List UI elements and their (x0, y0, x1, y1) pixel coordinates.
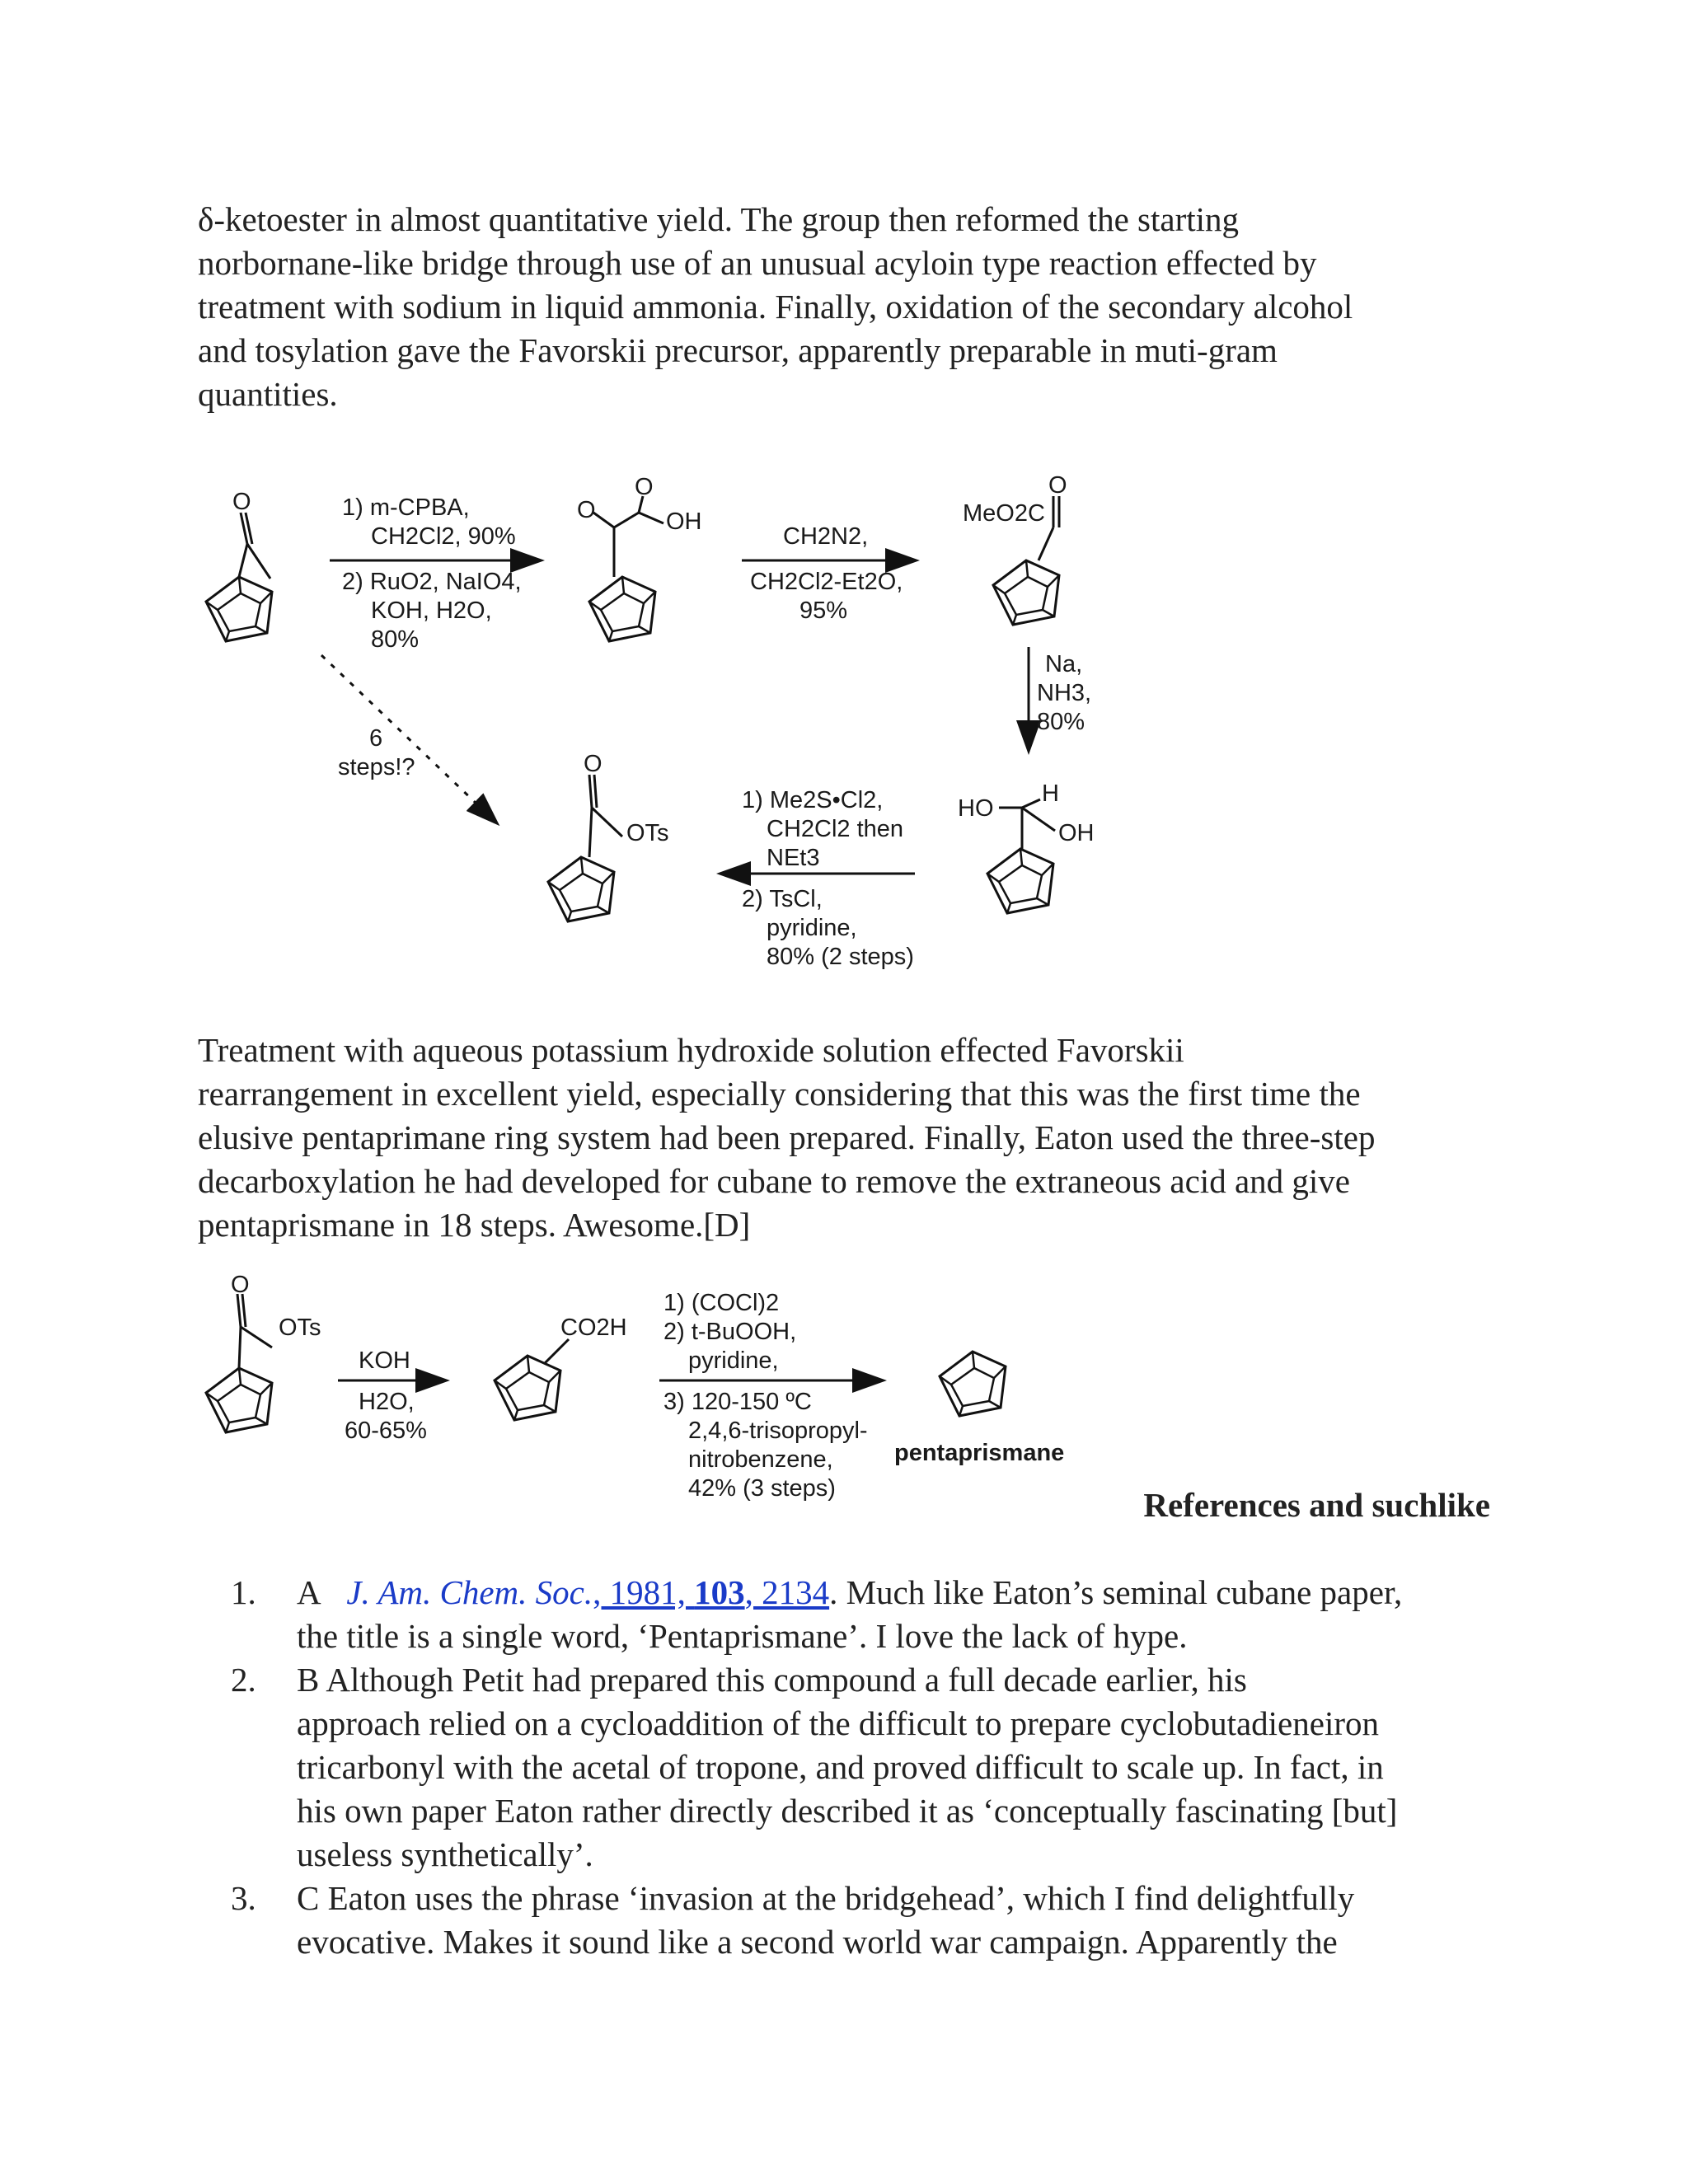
oxygen-label: O (232, 489, 251, 515)
reagent-label: 2) RuO2, NaIO4, (342, 569, 522, 595)
molecule-pentaprismane (894, 1352, 1064, 1466)
text-line: elusive pentaprimane ring system had been prepared. Finally, Eaton used the three-step (198, 1118, 1376, 1156)
reagent-label: KOH, H2O, (371, 598, 492, 624)
oxygen-label: O (635, 474, 654, 500)
text-line: his own paper Eaton rather directly described it as ‘conceptually fascinating [but] (297, 1792, 1398, 1830)
reference-item (231, 1571, 1500, 1658)
molecule-ketone-cage (206, 489, 272, 641)
reference-item (231, 1658, 1500, 1877)
hydroxyl-label: OH (666, 509, 702, 535)
text-line: evocative. Makes it sound like a second world war campaign. Apparently the (297, 1923, 1338, 1961)
reagent-label: CH2Cl2-Et2O, (750, 569, 903, 595)
paragraph-2 (198, 1029, 1484, 1247)
shortcut-label: 6 (369, 725, 383, 752)
molecule-keto-acid-cage (577, 474, 702, 641)
reagent-label: nitrobenzene, (688, 1446, 833, 1473)
text-line: and tosylation gave the Favorskii precursor, apparently preparable in muti-gram (198, 331, 1278, 369)
reagent-label: CH2Cl2 then (767, 816, 904, 842)
text-line: norbornane-like bridge through use of an unusual acyloin type reaction effected by (198, 244, 1317, 282)
list-number: 1. (231, 1573, 256, 1611)
molecule-keto-ester-cage (963, 472, 1067, 625)
text-line: the title is a single word, ‘Pentaprismane’. I love the lack of hype. (297, 1617, 1188, 1655)
oxygen-label: O (231, 1272, 250, 1298)
text-line: treatment with sodium in liquid ammonia. Finally, oxidation of the secondary alcohol (198, 288, 1353, 326)
reagent-label: 2) TsCl, (742, 886, 823, 912)
reagent-label: 42% (3 steps) (688, 1475, 836, 1502)
reagent-label: 3) 120-150 ºC (663, 1389, 812, 1415)
oxygen-label: O (577, 497, 596, 523)
hydroxyl-label: OH (1058, 820, 1095, 846)
reagent-label: CH2Cl2, 90% (371, 523, 516, 550)
reagent-label: 95% (799, 598, 848, 624)
molecule-favorskii-precursor (206, 1272, 321, 1432)
reagent-label: KOH (359, 1347, 410, 1374)
text-line: tricarbonyl with the acetal of tropone, and proved difficult to scale up. In fact, in (297, 1748, 1384, 1786)
references-list (231, 1571, 1500, 1964)
references-heading: References and suchlike (1143, 1486, 1490, 1524)
reference-item (231, 1877, 1500, 1964)
product-name-label: pentaprismane (894, 1440, 1065, 1466)
scheme-2-drawing (0, 1269, 1688, 1516)
text-line: δ-ketoester in almost quantitative yield. The group then reformed the starting (198, 200, 1240, 238)
reagent-label: 1) Me2S•Cl2, (742, 787, 884, 813)
molecule-diol-cage (958, 780, 1095, 913)
list-number: 2. (231, 1661, 256, 1699)
reagent-label: 60-65% (345, 1418, 427, 1444)
citation-pages-link[interactable]: , 2134 (744, 1573, 830, 1611)
citation-volume-link[interactable]: 103 (694, 1573, 745, 1611)
text-line: rearrangement in excellent yield, especially considering that this was the first time the (198, 1075, 1361, 1113)
text-line: quantities. (198, 375, 338, 413)
reagent-label: pyridine, (688, 1347, 779, 1374)
reagent-label: pyridine, (767, 915, 857, 941)
reagent-label: CH2N2, (783, 523, 869, 550)
oxygen-label: O (584, 751, 603, 777)
hydrogen-label: H (1042, 780, 1059, 807)
text-line: pentaprismane in 18 steps. Awesome.[D] (198, 1206, 751, 1244)
reagent-label: H2O, (359, 1389, 415, 1415)
reagent-label: 2,4,6-trisopropyl- (688, 1418, 868, 1444)
reagent-label: NEt3 (767, 845, 820, 871)
hydroxyl-label: HO (958, 795, 994, 822)
shortcut-arrow (321, 655, 496, 823)
list-number: 3. (231, 1879, 256, 1917)
reagent-label: 1) m-CPBA, (342, 494, 470, 521)
tosylate-label: OTs (626, 820, 669, 846)
reagent-label: 80% (2 steps) (767, 944, 914, 970)
citation-year-link[interactable]: , 1981, (593, 1573, 695, 1611)
citation-journal-link[interactable]: J. Am. Chem. Soc. (346, 1573, 593, 1611)
oxygen-label: O (1048, 472, 1067, 499)
reaction-scheme-2 (0, 1269, 1688, 1516)
text-line (297, 1571, 1500, 1615)
text-line: approach relied on a cycloaddition of the difficult to prepare cyclobutadieneiron (297, 1704, 1380, 1742)
ester-label: MeO2C (963, 500, 1045, 527)
text-line: useless synthetically’. (297, 1835, 593, 1873)
reagent-label: 80% (1037, 709, 1085, 735)
reagent-label: 80% (371, 626, 420, 653)
reagent-label: Na, (1045, 651, 1083, 677)
scheme-1-drawing (0, 462, 1688, 989)
molecule-carboxylic-acid-cage (495, 1315, 627, 1420)
shortcut-label: steps!? (338, 754, 415, 780)
paragraph-1 (198, 198, 1484, 416)
tosylate-label: OTs (279, 1315, 321, 1341)
text-line: Treatment with aqueous potassium hydroxide solution effected Favorskii (198, 1031, 1184, 1069)
text-line: B Although Petit had prepared this compound a full decade earlier, his (297, 1661, 1247, 1699)
reference-letter: A (297, 1573, 321, 1611)
text-line: C Eaton uses the phrase ‘invasion at the bridgehead’, which I find delightfully (297, 1879, 1355, 1917)
text-line: decarboxylation he had developed for cubane to remove the extraneous acid and give (198, 1162, 1350, 1200)
reagent-label: 2) t-BuOOH, (663, 1319, 797, 1345)
reagent-label: NH3, (1037, 680, 1092, 706)
reaction-scheme-1 (0, 462, 1688, 989)
reference-text: . Much like Eaton’s seminal cubane paper, (829, 1573, 1403, 1611)
molecule-tosylate-cage (548, 751, 669, 921)
carboxyl-label: CO2H (560, 1315, 627, 1341)
reagent-label: 1) (COCl)2 (663, 1290, 780, 1316)
